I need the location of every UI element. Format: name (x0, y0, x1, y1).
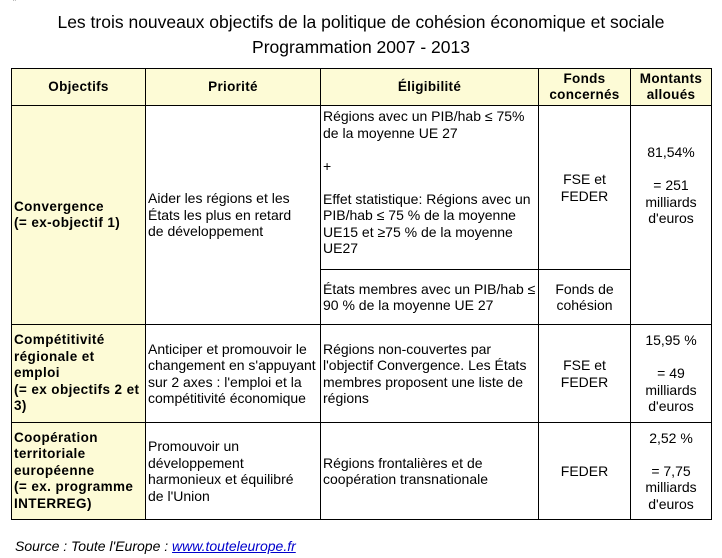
objectif-name: Compétitivité régionale et emploi (14, 332, 109, 381)
montant-unit: milliards d'euros (645, 193, 701, 226)
fonds-cell: Fonds de cohésion (539, 270, 631, 325)
montant-pct: 15,95 % (645, 332, 697, 349)
objectives-table (11, 68, 712, 520)
montant-pct: 2,52 % (649, 429, 693, 446)
priorite-cell: Aider les régions et les États les plus en retard de développement (146, 106, 321, 325)
montant-cell (631, 423, 712, 520)
montant-value: = 49 (657, 365, 685, 382)
montant-cell (631, 106, 712, 325)
source-label: Source : Toute l'Europe : (15, 538, 173, 554)
objectif-name: Coopération territoriale européenne (14, 429, 103, 478)
table-row (12, 106, 712, 270)
objectif-cell (12, 423, 146, 520)
table-row (12, 423, 712, 520)
montant-pct: 81,54% (647, 144, 695, 160)
eligibilite-cell: États membres avec un PIB/hab ≤ 90 % de la moyenne UE 27 (321, 270, 539, 325)
priorite-cell: Promouvoir un développement harmonieux et équilibré de l'Union (146, 423, 321, 520)
header-fonds: Fonds concernés (539, 69, 631, 106)
fonds-cell: FSE et FEDER (539, 106, 631, 270)
montant-cell (631, 325, 712, 423)
source-note (15, 538, 296, 554)
objectif-cell (12, 325, 146, 423)
montant-unit: milliards d'euros (645, 381, 701, 415)
objectif-note: (= ex. programme INTERREG) (14, 479, 138, 511)
source-link[interactable]: www.touteleurope.fr (172, 538, 296, 554)
table-row (12, 325, 712, 423)
montant-value: = 7,75 (651, 462, 691, 479)
montant-value: = 251 (653, 177, 689, 193)
table-header-row (12, 69, 712, 106)
decorative-dots: ¨ (13, 0, 16, 8)
montant-unit: milliards d'euros (645, 479, 701, 512)
objectif-name: Convergence (14, 198, 104, 214)
header-montants: Montants alloués (631, 69, 712, 106)
document-subtitle: Programmation 2007 - 2013 (252, 37, 470, 57)
fonds-cell: FSE et FEDER (539, 325, 631, 423)
objectif-cell (12, 106, 146, 325)
header-objectifs: Objectifs (12, 69, 146, 106)
header-eligibilite: Éligibilité (321, 69, 539, 106)
objectif-note: (= ex-objectif 1) (14, 215, 121, 230)
eligibilite-cell: Régions avec un PIB/hab ≤ 75% de la moyenne UE 27 + Effet statistique: Régions avec un PIB/hab ≤ 75 % de la moyenne UE15 et ≥75 % de la moyenne UE27 (321, 106, 539, 270)
objectif-note: (= ex objectifs 2 et 3) (14, 381, 144, 414)
header-priorite: Priorité (146, 69, 321, 106)
eligibilite-cell: Régions non-couvertes par l'objectif Convergence. Les États membres proposent une liste de régions (321, 325, 539, 423)
eligibilite-cell: Régions frontalières et de coopération transnationale (321, 423, 539, 520)
priorite-cell: Anticiper et promouvoir le changement en s'appuyant sur 2 axes : l'emploi et la compétitivité économique (146, 325, 321, 423)
fonds-cell: FEDER (539, 423, 631, 520)
document-title: Les trois nouveaux objectifs de la politique de cohésion économique et sociale (57, 12, 665, 32)
